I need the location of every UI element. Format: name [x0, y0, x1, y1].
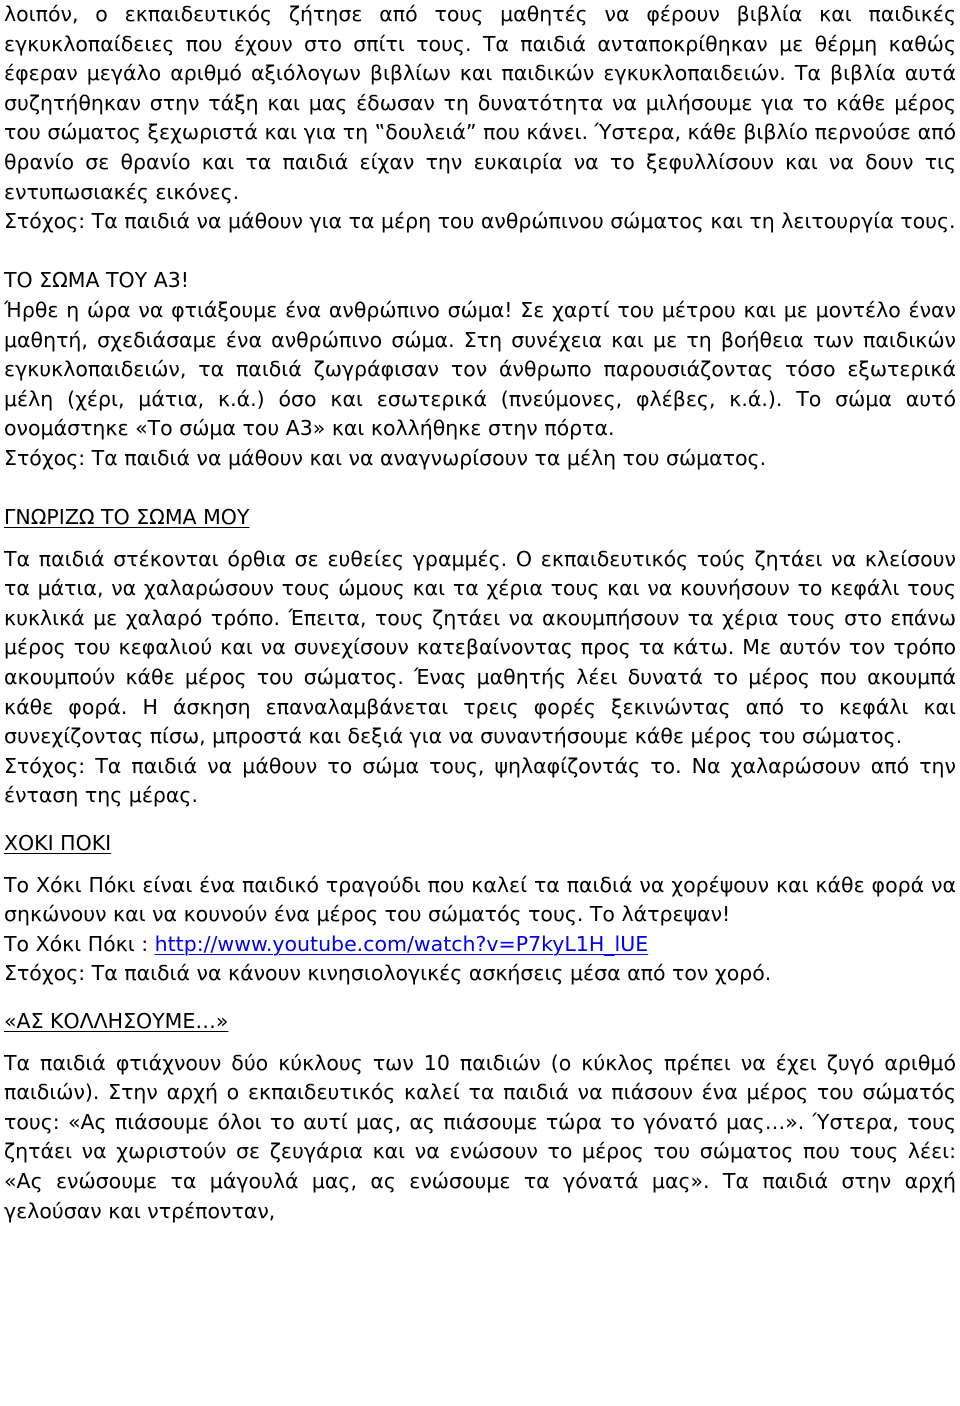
section-title-know-body	[4, 503, 956, 533]
document-page	[4, 0, 956, 1226]
section-title-stick	[4, 1007, 956, 1037]
section-know-body-goal: Στόχος: Τα παιδιά να μάθουν το σώμα τους, ψηλαφίζοντάς το. Να χαλαρώσουν από την ένταση της μέρας.	[4, 753, 956, 808]
section-title-hokey-pokey-text: ΧΟΚΙ ΠΟΚΙ	[4, 831, 112, 856]
section-know-body-text: Τα παιδιά στέκονται όρθια σε ευθείες γραμμές. Ο εκπαιδευτικός τούς ζητάει να κλείσουν τα μάτια, να χαλαρώσουν τους ώμους και τα χέρια τους και να κουνήσουν το κεφάλι τους κυκλικά με χαλαρό τρόπο. Έπειτα, τους ζητάει να ακουμπήσουν τα χέρια τους στο επάνω μέρος του κεφαλιού και να συνεχίσουν κατεβαίνοντας προς τα κάτω. Με αυτόν τον τρόπο ακουμπούν κάθε μέρος του σώματος. Ένας μαθητής λέει δυνατά το μέρος που ακουμπά κάθε φορά. Η άσκηση επαναλαμβάνεται τρεις φορές ξεκινώντας από το κεφάλι και συνεχίζοντας πίσω, μπροστά και δεξιά για να συναντήσουμε κάθε μέρος του σώματος.	[4, 546, 956, 749]
section-hokey-pokey-goal: Στόχος: Τα παιδιά να κάνουν κινησιολογικές ασκήσεις μέσα από τον χορό.	[4, 961, 772, 986]
spacer	[4, 811, 956, 829]
spacer	[4, 859, 956, 871]
section-hokey-pokey-text: Το Χόκι Πόκι είναι ένα παιδικό τραγούδι που καλεί τα παιδιά να χορέψουν και κάθε φορά να σηκώνουν και να κουνούν ένα μέρος του σώματός τους. Το λάτρεψαν!	[4, 872, 956, 927]
intro-goal: Στόχος: Τα παιδιά να μάθουν για τα μέρη του ανθρώπινου σώματος και τη λειτουργία τους.	[4, 209, 956, 234]
spacer	[4, 474, 956, 504]
section-title-know-body-text: ΓΝΩΡΙΖΩ ΤΟ ΣΩΜΑ ΜΟΥ	[4, 505, 250, 530]
spacer	[4, 533, 956, 545]
spacer	[4, 989, 956, 1007]
hokey-pokey-link-prefix: Το Χόκι Πόκι :	[4, 931, 155, 956]
spacer	[4, 1037, 956, 1049]
section-title-stick-text: «ΑΣ ΚΟΛΛΗΣΟΥΜΕ…»	[4, 1009, 229, 1033]
hokey-pokey-link-line	[4, 930, 956, 960]
section-body-a3-text: Ήρθε η ώρα να φτιάξουμε ένα ανθρώπινο σώμα! Σε χαρτί του μέτρου και με μοντέλο έναν μαθητή, σχεδιάσαμε ένα ανθρώπινο σώμα. Στη συνέχεια και με τη βοήθεια των παιδικών εγκυκλοπαιδειών, τα παιδιά ζωγράφισαν τον άνθρωπο παρουσιάζοντας τόσο εξωτερικά μέλη (χέρι, μάτια, κ.ά.) όσο και εσωτερικά (πνεύμονες, φλέβες, κ.ά.). Το σώμα αυτό ονομάστηκε «Το σώμα του Α3» και κολλήθηκε στην πόρτα.	[4, 297, 956, 441]
section-title-hokey-pokey	[4, 829, 956, 859]
section-title-body-a3: ΤΟ ΣΩΜΑ ΤΟΥ Α3!	[4, 268, 190, 293]
spacer	[4, 237, 956, 267]
section-body-a3-goal: Στόχος: Τα παιδιά να μάθουν και να αναγνωρίσουν τα μέλη του σώματος.	[4, 445, 767, 470]
intro-paragraph: λοιπόν, ο εκπαιδευτικός ζήτησε από τους μαθητές να φέρουν βιβλία και παιδικές εγκυκλοπαίδειες που έχουν στο σπίτι τους. Τα παιδιά ανταποκρίθηκαν με θέρμη καθώς έφεραν μεγάλο αριθμό αξιόλογων βιβλίων και παιδικών εγκυκλοπαιδειών. Τα βιβλία αυτά συζητήθηκαν στην τάξη και μας έδωσαν τη δυνατότητα να μιλήσουμε για το κάθε μέρος του σώματος ξεχωριστά και για τη ‟δουλειά” που κάνει. Ύστερα, κάθε βιβλίο περνούσε από θρανίο σε θρανίο και τα παιδιά είχαν την ευκαιρία να το ξεφυλλίσουν και να δουν τις εντυπωσιακές εικόνες.	[4, 2, 956, 204]
hokey-pokey-youtube-link[interactable]: http://www.youtube.com/watch?v=P7kyL1H_lUE	[154, 931, 649, 956]
section-stick-text: Τα παιδιά φτιάχνουν δύο κύκλους των 10 παιδιών (ο κύκλος πρέπει να έχει ζυγό αριθμό παιδιών). Στην αρχή ο εκπαιδευτικός καλεί τα παιδιά να πιάσουν ένα μέρος του σώματός τους: «Ας πιάσουμε όλοι το αυτί μας, ας πιάσουμε τώρα το γόνατό μας…». Ύστερα, τους ζητάει να χωριστούν σε ζευγάρια και να ενώσουν το μέρος του σώματος που τους λέει: «Ας ενώσουμε τα μάγουλά μας, ας ενώσουμε τα γόνατά μας». Τα παιδιά στην αρχή γελούσαν και ντρέπονταν,	[4, 1050, 956, 1223]
